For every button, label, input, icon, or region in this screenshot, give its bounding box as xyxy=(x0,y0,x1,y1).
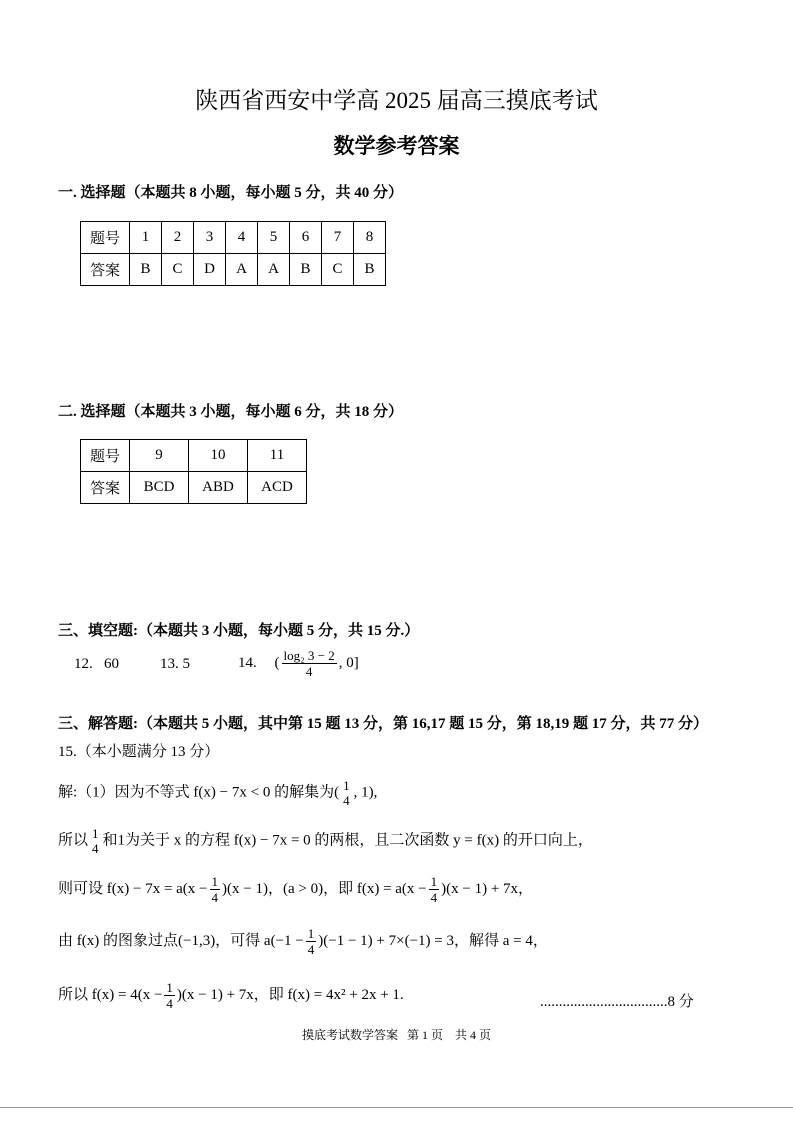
denominator: 4 xyxy=(430,890,438,905)
cell: 1 xyxy=(130,222,162,254)
text: 则可设 f(x) − 7x = a(x − xyxy=(58,880,208,897)
section3-heading: 三、填空题:（本题共 3 小题，每小题 5 分，共 15 分.） xyxy=(58,623,420,639)
cell: C xyxy=(162,254,194,286)
table-row xyxy=(81,222,386,254)
numerator: 1 xyxy=(211,874,219,889)
paren: ( xyxy=(274,654,280,671)
cell: D xyxy=(194,254,226,286)
cell: 11 xyxy=(248,440,307,472)
solution-line-3 xyxy=(58,874,533,905)
cell: ABD xyxy=(189,472,248,504)
question-15-heading: 15.（本小题满分 13 分） xyxy=(58,744,220,760)
numerator: 1 xyxy=(430,874,438,889)
text: )(x − 1) + 7x，即 f(x) = 4x² + 2x + 1. xyxy=(176,986,404,1003)
solution-line-2 xyxy=(58,826,593,856)
text: )(x − 1) + 7x， xyxy=(441,880,534,897)
cell: 5 xyxy=(258,222,290,254)
section1-heading: 一. 选择题（本题共 8 小题，每小题 5 分，共 40 分） xyxy=(58,185,404,201)
row-label: 题号 xyxy=(81,440,130,472)
numerator: 1 xyxy=(307,926,315,941)
text: )(−1 − 1) + 7×(−1) = 3，解得 a = 4， xyxy=(318,932,548,949)
fraction xyxy=(164,980,175,1011)
text: 由 f(x) 的图象过点(−1,3)，可得 a(−1 − xyxy=(58,932,304,949)
fraction xyxy=(429,874,440,905)
denominator: 4 xyxy=(307,942,315,957)
cell: 7 xyxy=(322,222,354,254)
cell: B xyxy=(290,254,322,286)
denominator: 4 xyxy=(166,996,173,1011)
cell: 9 xyxy=(130,440,189,472)
row-label: 答案 xyxy=(81,254,130,286)
numerator: log₂ 3 − 2 xyxy=(283,648,335,663)
cell: A xyxy=(226,254,258,286)
fraction xyxy=(210,874,221,905)
text: 所以 xyxy=(58,832,89,849)
text: , 1), xyxy=(353,784,378,801)
table-row xyxy=(81,440,307,472)
document-title: 陕西省西安中学高 2025 届高三摸底考试 xyxy=(195,88,598,113)
cell: BCD xyxy=(130,472,189,504)
answer-13: 13. 5 xyxy=(160,656,190,672)
text: 解:（1）因为不等式 f(x) − 7x < 0 的解集为 xyxy=(58,784,335,801)
solution-line-5 xyxy=(58,980,404,1011)
row-label: 答案 xyxy=(81,472,130,504)
cell: 3 xyxy=(194,222,226,254)
solution-line-1 xyxy=(58,778,377,808)
fraction xyxy=(282,648,337,679)
text: 所以 f(x) = 4(x − xyxy=(58,986,163,1003)
fraction xyxy=(306,926,317,957)
numerator: 1 xyxy=(166,980,173,995)
text: )(x − 1)，(a > 0)，即 f(x) = a(x − xyxy=(222,880,427,897)
fraction xyxy=(341,778,352,808)
denominator: 4 xyxy=(305,664,313,679)
table-row xyxy=(81,472,307,504)
answer-14 xyxy=(238,648,359,679)
score-marker: ..................................8 分 xyxy=(540,994,694,1010)
fraction xyxy=(90,826,101,856)
row-label: 题号 xyxy=(81,222,130,254)
text: ( xyxy=(334,784,340,801)
denominator: 4 xyxy=(343,793,350,808)
paren: , 0] xyxy=(338,654,359,671)
answer-table-2 xyxy=(80,439,307,504)
denominator: 4 xyxy=(92,841,99,856)
document-subtitle: 数学参考答案 xyxy=(333,134,460,158)
table-row xyxy=(81,254,386,286)
cell: B xyxy=(130,254,162,286)
cell: 10 xyxy=(189,440,248,472)
cell: 2 xyxy=(162,222,194,254)
cell: B xyxy=(354,254,386,286)
section2-heading: 二. 选择题（本题共 3 小题，每小题 6 分，共 18 分） xyxy=(58,404,404,420)
solution-line-4 xyxy=(58,926,548,957)
cell: ACD xyxy=(248,472,307,504)
numerator: 1 xyxy=(92,826,99,841)
denominator: 4 xyxy=(211,890,219,905)
cell: A xyxy=(258,254,290,286)
text: 和1为关于 x 的方程 f(x) − 7x = 0 的两根，且二次函数 y = f(x) 的开口向上， xyxy=(102,832,593,849)
label: 14. xyxy=(238,654,257,671)
section4-heading: 三、解答题:（本题共 5 小题，其中第 15 题 13 分，第 16,17 题 15 分，第 18,19 题 17 分，共 77 分） xyxy=(58,716,708,732)
numerator: 1 xyxy=(343,778,350,793)
answer-12: 12. 60 xyxy=(74,656,119,672)
page-footer: 摸底考试数学答案 第 1 页 共 4 页 xyxy=(301,1028,491,1042)
cell: 8 xyxy=(354,222,386,254)
page-divider xyxy=(0,1107,793,1108)
cell: 6 xyxy=(290,222,322,254)
cell: 4 xyxy=(226,222,258,254)
answer-table-1 xyxy=(80,221,386,286)
cell: C xyxy=(322,254,354,286)
